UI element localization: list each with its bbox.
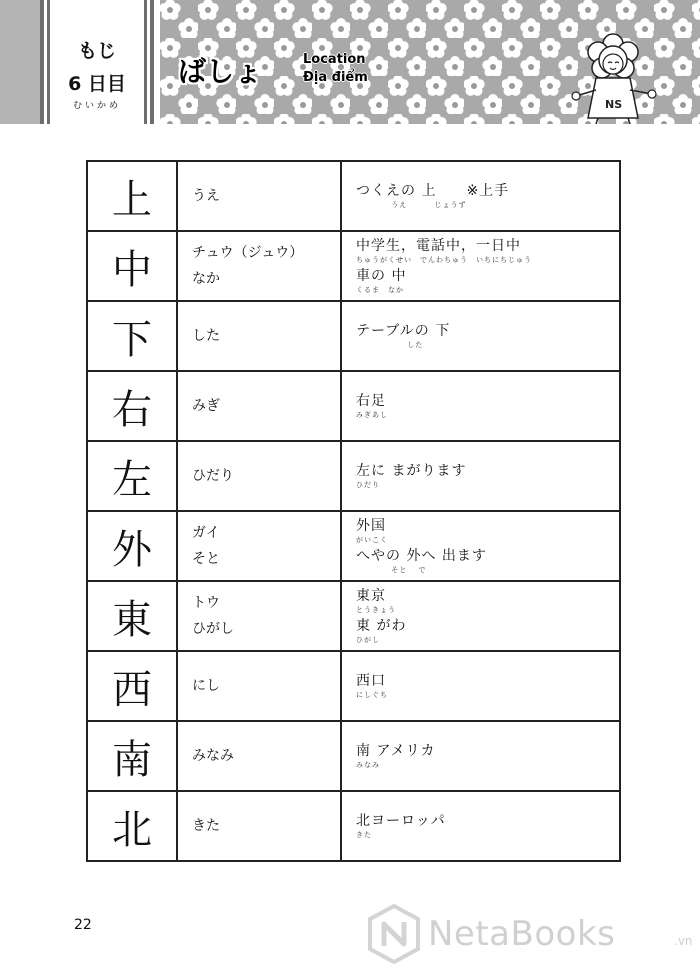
example-cell	[341, 791, 620, 861]
example-cell	[341, 231, 620, 301]
furigana-text: うえ じょうず	[356, 201, 467, 209]
table-row	[87, 161, 620, 231]
title-english: Location	[303, 52, 366, 67]
example-text: 東 がわ	[356, 618, 407, 634]
reading-text: トウ	[192, 595, 220, 611]
header-gray-band	[0, 0, 40, 124]
kanji-cell: 上	[87, 161, 177, 231]
example-cell	[341, 301, 620, 371]
example-text: 南 アメリカ	[356, 743, 436, 759]
reading-cell	[177, 581, 341, 651]
reading-text: なか	[192, 271, 220, 287]
example-line	[356, 181, 619, 211]
example-text: 外国	[356, 518, 386, 534]
reading-text: そと	[192, 551, 220, 567]
watermark-suffix: .vn	[674, 934, 693, 948]
kanji-cell: 南	[87, 721, 177, 791]
example-cell	[341, 721, 620, 791]
example-text: 左に まがります	[356, 463, 467, 479]
reading-cell	[177, 791, 341, 861]
example-cell	[341, 371, 620, 441]
header-stripe	[144, 0, 147, 124]
example-line	[356, 516, 619, 546]
example-text: 北ヨーロッパ	[356, 813, 446, 829]
table-row	[87, 651, 620, 721]
example-line	[356, 321, 619, 351]
kanji-cell: 右	[87, 371, 177, 441]
example-line	[356, 741, 619, 771]
example-line	[356, 616, 619, 646]
table-row	[87, 581, 620, 651]
example-cell	[341, 651, 620, 721]
kanji-cell: 北	[87, 791, 177, 861]
header-stripe	[47, 0, 50, 124]
furigana-text: みなみ	[356, 761, 380, 769]
reading-text: きた	[192, 818, 220, 834]
reading-text: ガイ	[192, 525, 220, 541]
table-row	[87, 721, 620, 791]
example-text: 右足	[356, 393, 386, 409]
reading-text: みぎ	[192, 398, 220, 414]
example-text: テーブルの 下	[356, 323, 451, 339]
furigana-text: ちゅうがくせい でんわちゅう いちにちじゅう	[356, 256, 532, 264]
table-row	[87, 791, 620, 861]
furigana-text: にしぐち	[356, 691, 388, 699]
furigana-text: ひがし	[356, 636, 380, 644]
example-cell	[341, 161, 620, 231]
mascot-illustration	[568, 30, 658, 124]
kanji-cell: 下	[87, 301, 177, 371]
example-text: へやの 外へ 出ます	[356, 548, 487, 564]
section-label	[52, 0, 142, 124]
example-line	[356, 266, 619, 296]
header-stripe	[40, 0, 44, 124]
reading-text: うえ	[192, 188, 220, 204]
header-stripe	[150, 0, 154, 124]
reading-cell	[177, 231, 341, 301]
reading-text: チュウ（ジュウ）	[192, 245, 304, 261]
table-row	[87, 231, 620, 301]
example-line	[356, 391, 619, 421]
table-row	[87, 301, 620, 371]
watermark	[366, 900, 700, 970]
reading-cell	[177, 161, 341, 231]
kanji-cell: 東	[87, 581, 177, 651]
example-line	[356, 236, 619, 266]
example-cell	[341, 441, 620, 511]
category-label: もじ	[77, 40, 116, 62]
kanji-cell: 西	[87, 651, 177, 721]
example-line	[356, 546, 619, 576]
furigana-text: みぎあし	[356, 411, 388, 419]
page-title: ばしょ	[178, 55, 263, 88]
example-line	[356, 586, 619, 616]
day-label: 6 日目	[68, 73, 126, 95]
table-row	[87, 441, 620, 511]
furigana-text: きた	[356, 831, 372, 839]
table-row	[87, 371, 620, 441]
kanji-table	[86, 160, 621, 862]
title-vietnamese: Địa điểm	[303, 70, 368, 85]
reading-text: みなみ	[192, 748, 234, 764]
reading-text: にし	[192, 678, 220, 694]
page-number: 22	[74, 917, 92, 933]
watermark-text: NetaBooks	[428, 914, 616, 954]
example-cell	[341, 581, 620, 651]
reading-text: ひがし	[192, 621, 234, 637]
furigana-text: くるま なか	[356, 286, 404, 294]
example-line	[356, 671, 619, 701]
example-text: 中学生，電話中，一日中	[356, 238, 521, 254]
netabooks-logo-icon	[366, 904, 422, 964]
reading-cell	[177, 511, 341, 581]
table-row	[87, 511, 620, 581]
kanji-cell: 外	[87, 511, 177, 581]
example-text: 車の 中	[356, 268, 407, 284]
mascot-badge: NS	[605, 98, 623, 111]
example-text: 西口	[356, 673, 386, 689]
furigana-text: そと で	[356, 566, 427, 574]
reading-cell	[177, 441, 341, 511]
furigana-text: とうきょう	[356, 606, 396, 614]
example-text: 東京	[356, 588, 386, 604]
reading-cell	[177, 371, 341, 441]
page-header	[0, 0, 700, 124]
reading-cell	[177, 651, 341, 721]
furigana-text: した	[356, 341, 424, 349]
reading-text: ひだり	[192, 468, 234, 484]
example-line	[356, 811, 619, 841]
day-reading: むいかめ	[72, 101, 121, 111]
furigana-text: ひだり	[356, 481, 380, 489]
reading-text: した	[192, 328, 220, 344]
furigana-text: がいこく	[356, 536, 388, 544]
example-line	[356, 461, 619, 491]
reading-cell	[177, 301, 341, 371]
example-text: つくえの 上 ※上手	[356, 183, 510, 199]
example-cell	[341, 511, 620, 581]
kanji-cell: 左	[87, 441, 177, 511]
kanji-cell: 中	[87, 231, 177, 301]
reading-cell	[177, 721, 341, 791]
